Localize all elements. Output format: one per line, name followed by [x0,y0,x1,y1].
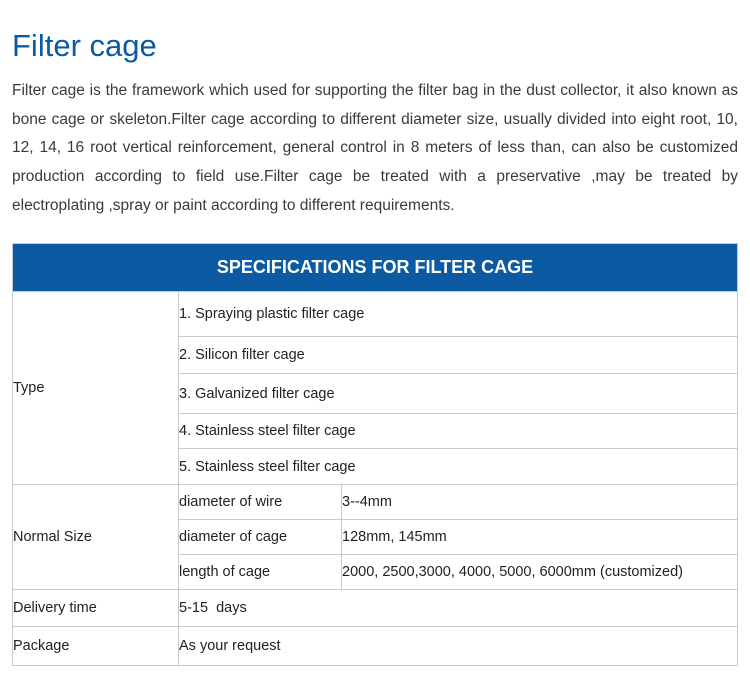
table-row [13,292,738,337]
type-label: Type [13,292,179,485]
table-row [13,485,738,520]
table-header: SPECIFICATIONS FOR FILTER CAGE [13,244,738,292]
type-item: 2. Silicon filter cage [179,337,738,374]
type-item: 5. Stainless steel filter cage [179,449,738,485]
intro-paragraph: Filter cage is the framework which used for supporting the filter bag in the dust collector, it also known as bone cage or skeleton.Filter cage according to different diameter size, usually divided into eight root, 10, 12, 14, 16 root vertical reinforcement, general control in 8 meters of less than, can also be customized production according to field use.Filter cage be treated with a preservative ,may be treated by electroplating ,spray or paint according to different requirements. [12,82,738,214]
page-title: Filter cage [12,28,157,63]
package-value: As your request [179,627,738,666]
specification-table [12,243,738,666]
size-value: 128mm, 145mm [342,520,738,555]
size-name: length of cage [179,555,342,590]
size-name: diameter of wire [179,485,342,520]
type-item: 1. Spraying plastic filter cage [179,292,738,337]
size-name: diameter of cage [179,520,342,555]
size-value: 3--4mm [342,485,738,520]
size-value: 2000, 2500,3000, 4000, 5000, 6000mm (customized) [342,555,738,590]
type-item: 3. Galvanized filter cage [179,374,738,414]
table-header-row [13,244,738,292]
type-item: 4. Stainless steel filter cage [179,414,738,449]
delivery-time-label: Delivery time [13,590,179,627]
normal-size-label: Normal Size [13,485,179,590]
delivery-time-value: 5-15 days [179,590,738,627]
package-label: Package [13,627,179,666]
table-row [13,590,738,627]
table-row [13,627,738,666]
